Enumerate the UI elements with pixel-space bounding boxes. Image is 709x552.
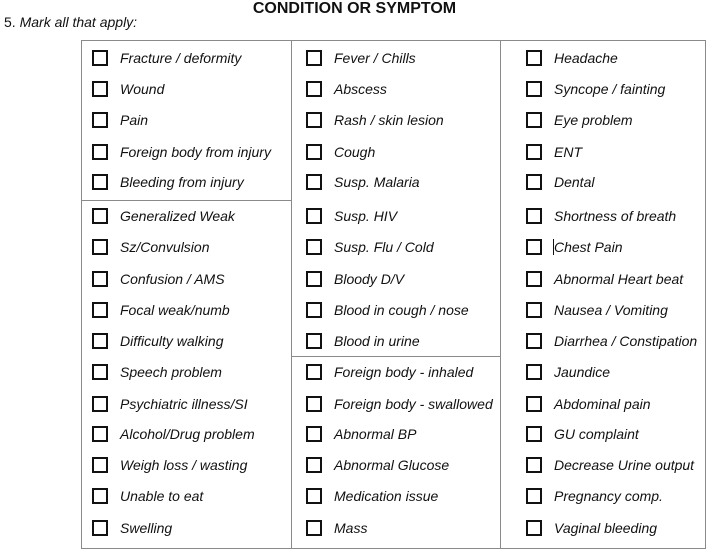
checklist-item-label: Weigh loss / wasting bbox=[120, 457, 248, 473]
checklist-item[interactable] bbox=[526, 517, 657, 539]
checklist-item[interactable] bbox=[306, 109, 444, 131]
checklist-item-label: Confusion / AMS bbox=[120, 271, 225, 287]
checkbox[interactable] bbox=[526, 239, 542, 255]
checkbox[interactable] bbox=[526, 520, 542, 536]
checkbox[interactable] bbox=[526, 396, 542, 412]
checklist-item[interactable] bbox=[306, 47, 416, 69]
checklist-item-label: Mass bbox=[334, 520, 368, 536]
symptom-checklist bbox=[81, 40, 706, 549]
checkbox[interactable] bbox=[306, 112, 322, 128]
checklist-item[interactable] bbox=[92, 454, 247, 476]
checklist-item-label: Fever / Chills bbox=[334, 50, 416, 66]
checklist-item-label: Medication issue bbox=[334, 488, 439, 504]
checkbox[interactable] bbox=[306, 50, 322, 66]
checklist-item[interactable] bbox=[306, 454, 449, 476]
checklist-item-label: Alcohol/Drug problem bbox=[120, 426, 255, 442]
checkbox[interactable] bbox=[526, 50, 542, 66]
checklist-item[interactable] bbox=[306, 299, 469, 321]
checkbox[interactable] bbox=[306, 364, 322, 380]
checkbox[interactable] bbox=[526, 364, 542, 380]
checklist-item-label: Generalized Weak bbox=[120, 208, 235, 224]
column-divider bbox=[500, 41, 501, 548]
checklist-item-label: Abdominal pain bbox=[554, 396, 651, 412]
checkbox[interactable] bbox=[526, 112, 542, 128]
checkbox[interactable] bbox=[92, 50, 108, 66]
checkbox[interactable] bbox=[306, 488, 322, 504]
checklist-item[interactable] bbox=[306, 78, 387, 100]
checklist-item[interactable] bbox=[526, 454, 694, 476]
checklist-item[interactable] bbox=[306, 171, 420, 193]
group-divider bbox=[291, 356, 500, 357]
checkbox[interactable] bbox=[526, 488, 542, 504]
instruction-text: Mark all that apply: bbox=[19, 14, 138, 30]
checklist-item-label: Susp. Malaria bbox=[334, 174, 420, 190]
checkbox[interactable] bbox=[526, 457, 542, 473]
checklist-item-label: Abnormal Glucose bbox=[334, 457, 450, 473]
checkbox[interactable] bbox=[92, 426, 108, 442]
checklist-item[interactable] bbox=[526, 268, 683, 290]
checklist-item-label: Eye problem bbox=[554, 112, 633, 128]
checklist-item[interactable] bbox=[92, 330, 223, 352]
checkbox[interactable] bbox=[306, 457, 322, 473]
checklist-item-label: Rash / skin lesion bbox=[334, 112, 444, 128]
checklist-item-label: Sz/Convulsion bbox=[120, 239, 210, 255]
checklist-item-label: Cough bbox=[334, 144, 376, 160]
checkbox[interactable] bbox=[92, 271, 108, 287]
checkbox[interactable] bbox=[92, 333, 108, 349]
checklist-item[interactable] bbox=[526, 205, 676, 227]
checkbox[interactable] bbox=[306, 144, 322, 160]
checklist-item[interactable] bbox=[526, 141, 582, 163]
checkbox[interactable] bbox=[526, 144, 542, 160]
checklist-item-label: Bloody D/V bbox=[334, 271, 405, 287]
checkbox[interactable] bbox=[92, 302, 108, 318]
checklist-item-label: Susp. Flu / Cold bbox=[334, 239, 434, 255]
checklist-item[interactable] bbox=[306, 141, 375, 163]
checkbox[interactable] bbox=[92, 488, 108, 504]
checklist-item-label: Pain bbox=[120, 112, 149, 128]
checklist-item[interactable] bbox=[92, 517, 172, 539]
checklist-item[interactable] bbox=[92, 361, 222, 383]
checklist-item[interactable] bbox=[92, 47, 241, 69]
checkbox[interactable] bbox=[306, 239, 322, 255]
checklist-item-label: Difficulty walking bbox=[120, 333, 224, 349]
checklist-item[interactable] bbox=[526, 78, 665, 100]
checkbox[interactable] bbox=[306, 426, 322, 442]
checklist-item-label: Headache bbox=[554, 50, 618, 66]
checklist-item-label: Pregnancy comp. bbox=[554, 488, 663, 504]
checklist-item-label: Shortness of breath bbox=[554, 208, 677, 224]
checklist-item[interactable] bbox=[92, 109, 148, 131]
checkbox[interactable] bbox=[526, 81, 542, 97]
checkbox[interactable] bbox=[92, 112, 108, 128]
checklist-item-label: Dental bbox=[554, 174, 595, 190]
checklist-item[interactable] bbox=[306, 423, 416, 445]
checklist-item-label: Nausea / Vomiting bbox=[554, 302, 668, 318]
checklist-item-label: Vaginal bleeding bbox=[554, 520, 658, 536]
checkbox[interactable] bbox=[526, 302, 542, 318]
checklist-item[interactable] bbox=[526, 299, 668, 321]
question-number: 5. bbox=[4, 14, 16, 30]
form-title: CONDITION OR SYMPTOM bbox=[252, 0, 457, 17]
checkbox[interactable] bbox=[526, 174, 542, 190]
checkbox[interactable] bbox=[306, 81, 322, 97]
checklist-item[interactable] bbox=[526, 361, 610, 383]
checkbox[interactable] bbox=[306, 208, 322, 224]
checklist-item-label: GU complaint bbox=[554, 426, 639, 442]
text-cursor bbox=[553, 239, 554, 255]
checklist-item-label: Decrease Urine output bbox=[554, 457, 695, 473]
checklist-item-label: Chest Pain bbox=[554, 239, 623, 255]
checkbox[interactable] bbox=[526, 333, 542, 349]
checklist-item-label: Blood in urine bbox=[334, 333, 420, 349]
checklist-item-label: Wound bbox=[120, 81, 165, 97]
checkbox[interactable] bbox=[526, 426, 542, 442]
checkbox[interactable] bbox=[306, 174, 322, 190]
checklist-item[interactable] bbox=[92, 423, 255, 445]
checkbox[interactable] bbox=[306, 396, 322, 412]
checklist-item-label: Foreign body from injury bbox=[120, 144, 271, 160]
checklist-item-label: Psychiatric illness/SI bbox=[120, 396, 248, 412]
checklist-item-label: Abscess bbox=[334, 81, 387, 97]
checklist-item[interactable] bbox=[526, 47, 618, 69]
checklist-item[interactable] bbox=[92, 393, 248, 415]
group-divider bbox=[82, 200, 291, 201]
checklist-item[interactable] bbox=[306, 205, 397, 227]
checklist-item[interactable] bbox=[92, 205, 235, 227]
checkbox[interactable] bbox=[306, 520, 322, 536]
checkbox[interactable] bbox=[526, 208, 542, 224]
checklist-item[interactable] bbox=[306, 485, 438, 507]
checklist-item-label: Unable to eat bbox=[120, 488, 204, 504]
checklist-item-label: Bleeding from injury bbox=[120, 174, 244, 190]
checkbox[interactable] bbox=[92, 396, 108, 412]
checklist-item-label: Fracture / deformity bbox=[120, 50, 242, 66]
checkbox[interactable] bbox=[92, 208, 108, 224]
checklist-item[interactable] bbox=[92, 236, 210, 258]
checklist-item-label: Speech problem bbox=[120, 364, 222, 380]
checklist-item[interactable] bbox=[306, 517, 367, 539]
checklist-item-label: Jaundice bbox=[554, 364, 611, 380]
checklist-item[interactable] bbox=[526, 393, 651, 415]
checklist-item-label: Diarrhea / Constipation bbox=[554, 333, 698, 349]
checklist-item[interactable] bbox=[306, 268, 404, 290]
checkbox[interactable] bbox=[526, 271, 542, 287]
checklist-item[interactable] bbox=[526, 109, 633, 131]
checklist-item[interactable] bbox=[92, 171, 244, 193]
checklist-item-label: Foreign body - swallowed bbox=[334, 396, 493, 412]
checklist-item[interactable] bbox=[306, 393, 493, 415]
checklist-item-label: Abnormal BP bbox=[334, 426, 417, 442]
checklist-item[interactable] bbox=[306, 361, 473, 383]
checkbox[interactable] bbox=[92, 457, 108, 473]
column-divider bbox=[291, 41, 292, 548]
checkbox[interactable] bbox=[92, 520, 108, 536]
checklist-item-label: Syncope / fainting bbox=[554, 81, 666, 97]
checklist-item-label: Swelling bbox=[120, 520, 173, 536]
checklist-item[interactable] bbox=[92, 141, 271, 163]
checklist-item[interactable] bbox=[306, 330, 420, 352]
checklist-item-label: Blood in cough / nose bbox=[334, 302, 469, 318]
checkbox[interactable] bbox=[92, 174, 108, 190]
checklist-item-label: Focal weak/numb bbox=[120, 302, 230, 318]
checklist-item[interactable] bbox=[306, 236, 434, 258]
checkbox[interactable] bbox=[92, 239, 108, 255]
checklist-item[interactable] bbox=[526, 423, 639, 445]
checkbox[interactable] bbox=[306, 333, 322, 349]
checkbox[interactable] bbox=[92, 364, 108, 380]
checklist-item-label: ENT bbox=[554, 144, 582, 160]
checklist-item[interactable] bbox=[526, 236, 622, 258]
checklist-item[interactable] bbox=[92, 485, 203, 507]
checklist-item[interactable] bbox=[526, 485, 663, 507]
checklist-item-label: Foreign body - inhaled bbox=[334, 364, 474, 380]
checkbox[interactable] bbox=[92, 81, 108, 97]
checklist-item[interactable] bbox=[92, 299, 230, 321]
checkbox[interactable] bbox=[306, 271, 322, 287]
checklist-item-label: Susp. HIV bbox=[334, 208, 398, 224]
checklist-item[interactable] bbox=[526, 171, 594, 193]
checklist-item[interactable] bbox=[92, 78, 164, 100]
question-instruction bbox=[4, 14, 137, 30]
checkbox[interactable] bbox=[306, 302, 322, 318]
checklist-item[interactable] bbox=[92, 268, 225, 290]
checklist-item[interactable] bbox=[526, 330, 697, 352]
checklist-item-label: Abnormal Heart beat bbox=[554, 271, 684, 287]
checkbox[interactable] bbox=[92, 144, 108, 160]
